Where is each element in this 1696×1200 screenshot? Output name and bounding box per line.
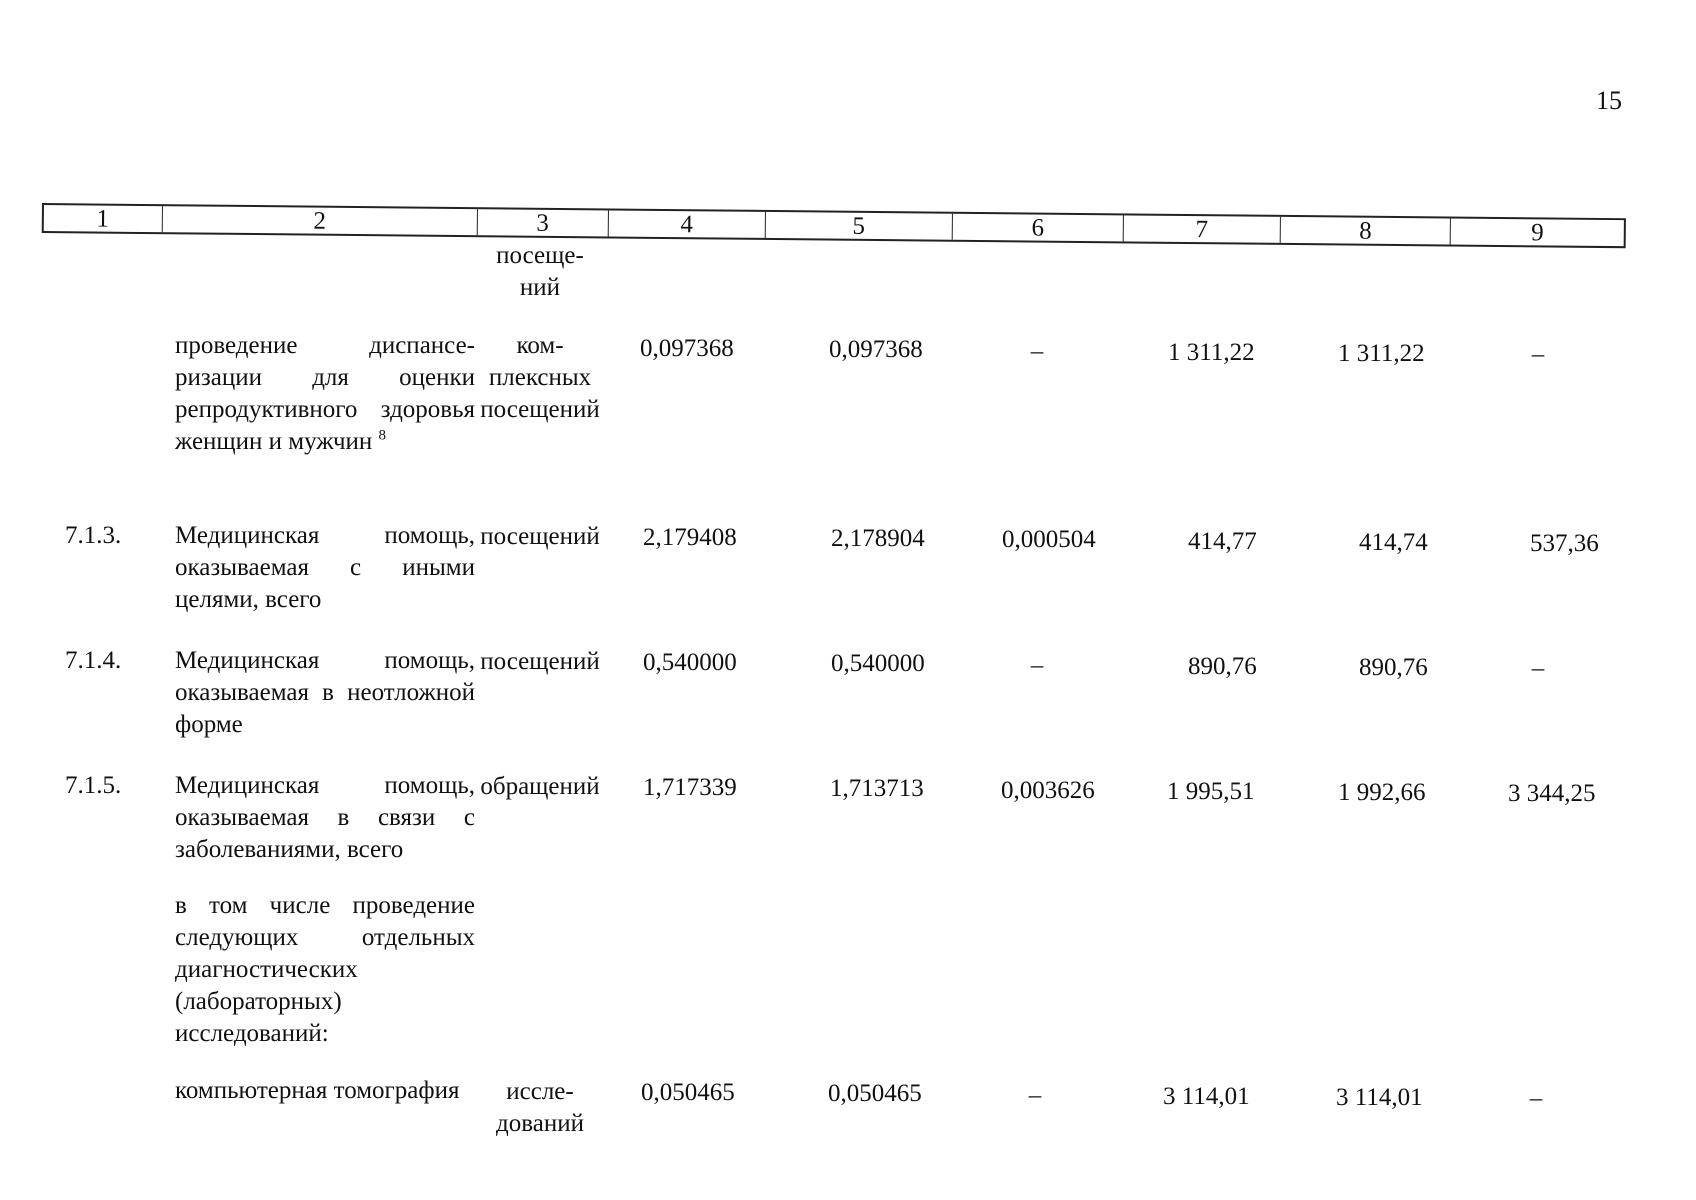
- row-value-col5: 0,050465: [828, 1080, 922, 1107]
- row-value-col7: 890,76: [1188, 653, 1257, 680]
- row-unit: обращений: [480, 773, 600, 800]
- header-cell-6: 6: [952, 214, 1124, 242]
- header-cell-7: 7: [1124, 215, 1281, 243]
- row-number: 7.1.5.: [65, 772, 122, 799]
- row-value-col4: 0,540000: [643, 649, 737, 676]
- row-description: Медицинская помощь, оказываемая в связи с заболеваниями, всего: [175, 772, 475, 863]
- header-cell-5: 5: [766, 212, 953, 240]
- row-value-col8: 1 311,22: [1338, 340, 1425, 367]
- row-value-col9: 3 344,25: [1508, 780, 1596, 807]
- row-description: Медицинская помощь, оказываемая с иными целями, всего: [175, 522, 475, 613]
- row-value-col7: 3 114,01: [1163, 1083, 1250, 1110]
- row-value-col8: 890,76: [1359, 654, 1428, 681]
- row-unit: посещений: [480, 648, 600, 675]
- row-value-col7: 1 995,51: [1167, 778, 1255, 805]
- row-value-col4: 2,179408: [643, 524, 737, 551]
- row-value-col8: 1 992,66: [1338, 779, 1426, 806]
- page-number: 15: [1596, 86, 1622, 115]
- header-cell-9: 9: [1531, 218, 1544, 246]
- row-value-col4: 1,717339: [643, 774, 737, 801]
- row-value-col8: 414,74: [1359, 529, 1428, 556]
- row-value-col5: 1,713713: [830, 775, 924, 802]
- row-value-col9: –: [1529, 1085, 1543, 1112]
- header-cell-4: 4: [608, 210, 766, 238]
- row-value-col9: 537,36: [1530, 530, 1599, 557]
- row-unit: комплексных посещений: [480, 332, 600, 423]
- row-description: проведение диспансеризации для оценки репродуктивного здоровья женщин и мужчин $^8$: [175, 332, 475, 455]
- row-description: Медицинская помощь, оказываемая в неотложной форме: [175, 647, 475, 738]
- row-number: 7.1.4.: [65, 647, 122, 674]
- row-description: компьютерная томография: [175, 1077, 460, 1104]
- row-value-col6: –: [1030, 652, 1044, 679]
- row-value-col6: 0,000504: [1002, 526, 1096, 553]
- row-value-col8: 3 114,01: [1336, 1084, 1423, 1111]
- row-unit: исследований: [496, 1078, 584, 1137]
- continuation-unit-cell: посеще- ний: [496, 242, 584, 301]
- row-value-col5: 0,097368: [829, 336, 923, 363]
- row-value-col5: 2,178904: [831, 525, 925, 552]
- row-value-col6: 0,003626: [1001, 777, 1095, 804]
- row-description: в том числе проведение следующих отдельных диагностических (лабораторных) исследований:: [175, 892, 475, 1047]
- table-header-row: [42, 203, 1626, 248]
- row-value-col9: –: [1531, 655, 1545, 682]
- row-value-col7: 414,77: [1188, 528, 1257, 555]
- row-value-col7: 1 311,22: [1168, 339, 1255, 366]
- row-value-col5: 0,540000: [831, 650, 925, 677]
- row-unit: посещений: [480, 523, 600, 550]
- header-cell-8: 8: [1281, 217, 1452, 245]
- header-cell-3: 3: [478, 209, 609, 236]
- row-value-col4: 0,097368: [640, 335, 734, 362]
- row-number: 7.1.3.: [65, 522, 122, 549]
- header-cell-1: 1: [44, 205, 163, 232]
- row-value-col4: 0,050465: [641, 1079, 735, 1106]
- row-value-col9: –: [1531, 341, 1545, 368]
- header-cell-2: 2: [162, 206, 477, 235]
- footnote-mark: 8: [378, 427, 387, 444]
- row-value-col6: –: [1030, 338, 1044, 365]
- row-value-col6: –: [1028, 1082, 1042, 1109]
